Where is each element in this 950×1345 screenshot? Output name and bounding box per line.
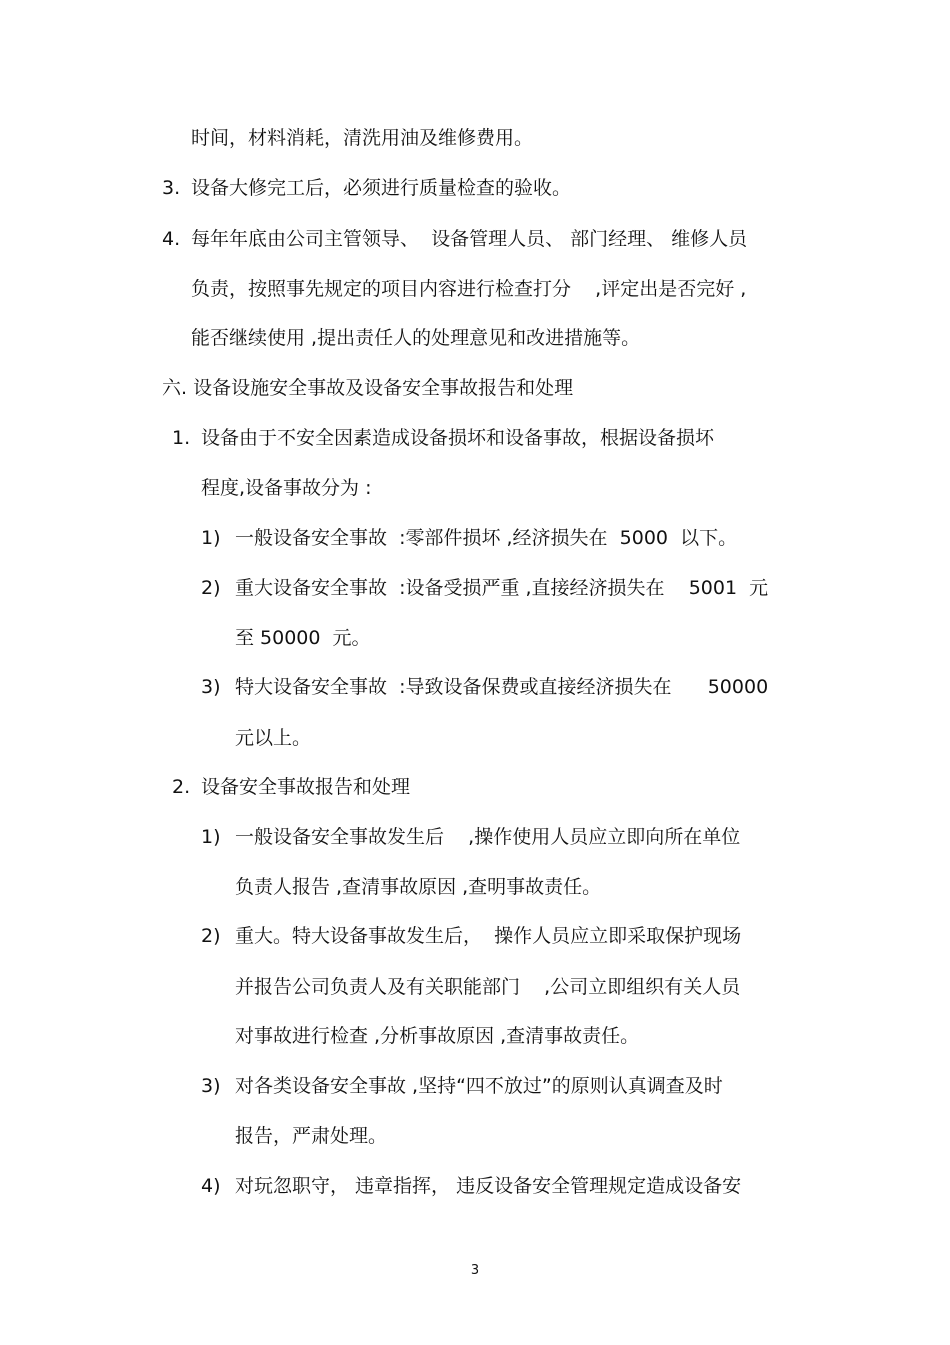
text-line: 负责人报告 ,查清事故原因 ,查明事故责任。 (235, 876, 602, 898)
text-line: 设备大修完工后，必须进行质量检查的验收。 (191, 177, 572, 199)
text-line: 能否继续使用 ,提出责任人的处理意见和改进措施等。 (191, 327, 641, 349)
list-number: 2. (172, 776, 191, 798)
text-line: 设备由于不安全因素造成设备损坏和设备事故，根据设备损坏 (201, 427, 715, 449)
text-line: 对各类设备安全事故 ,坚持“四不放过”的原则认真调查及时 (235, 1075, 723, 1097)
text-line: 设备安全事故报告和处理 (201, 776, 411, 798)
text-line: 至 50000 元。 (235, 627, 371, 649)
section-heading: 六. 设备设施安全事故及设备安全事故报告和处理 (162, 377, 574, 399)
text-line: 元以上。 (235, 727, 312, 749)
list-number: 1. (172, 427, 191, 449)
text-line: 报告，严肃处理。 (235, 1125, 388, 1147)
text-line: 一般设备安全事故发生后 ,操作使用人员应立即向所在单位 (235, 826, 741, 848)
text-line: 特大设备安全事故 :导致设备保费或直接经济损失在 50000 (235, 676, 769, 698)
text-line: 对玩忽职守， 违章指挥， 违反设备安全管理规定造成设备安 (235, 1175, 742, 1197)
text-line: 对事故进行检查 ,分析事故原因 ,查清事故责任。 (235, 1025, 640, 1047)
list-number: 2) (201, 577, 221, 599)
text-line: 重大设备安全事故 :设备受损严重 ,直接经济损失在 5001 元 (235, 577, 769, 599)
page-number: 3 (470, 1263, 480, 1278)
text-line: 时间，材料消耗，清洗用油及维修费用。 (191, 127, 534, 149)
list-number: 3) (201, 676, 221, 698)
list-number: 3. (162, 177, 181, 199)
list-number: 4. (162, 228, 181, 250)
text-line: 程度,设备事故分为 : (201, 477, 372, 499)
text-line: 每年年底由公司主管领导、 设备管理人员、 部门经理、 维修人员 (191, 228, 748, 250)
text-line: 并报告公司负责人及有关职能部门 ,公司立即组织有关人员 (235, 976, 741, 998)
text-line: 负责，按照事先规定的项目内容进行检查打分 ,评定出是否完好 , (191, 278, 747, 300)
list-number: 2) (201, 925, 221, 947)
list-number: 4) (201, 1175, 221, 1197)
list-number: 1) (201, 826, 221, 848)
list-number: 1) (201, 527, 221, 549)
list-number: 3) (201, 1075, 221, 1097)
text-line: 一般设备安全事故 :零部件损坏 ,经济损失在 5000 以下。 (235, 527, 738, 549)
text-line: 重大。特大设备事故发生后， 操作人员应立即采取保护现场 (235, 925, 742, 947)
